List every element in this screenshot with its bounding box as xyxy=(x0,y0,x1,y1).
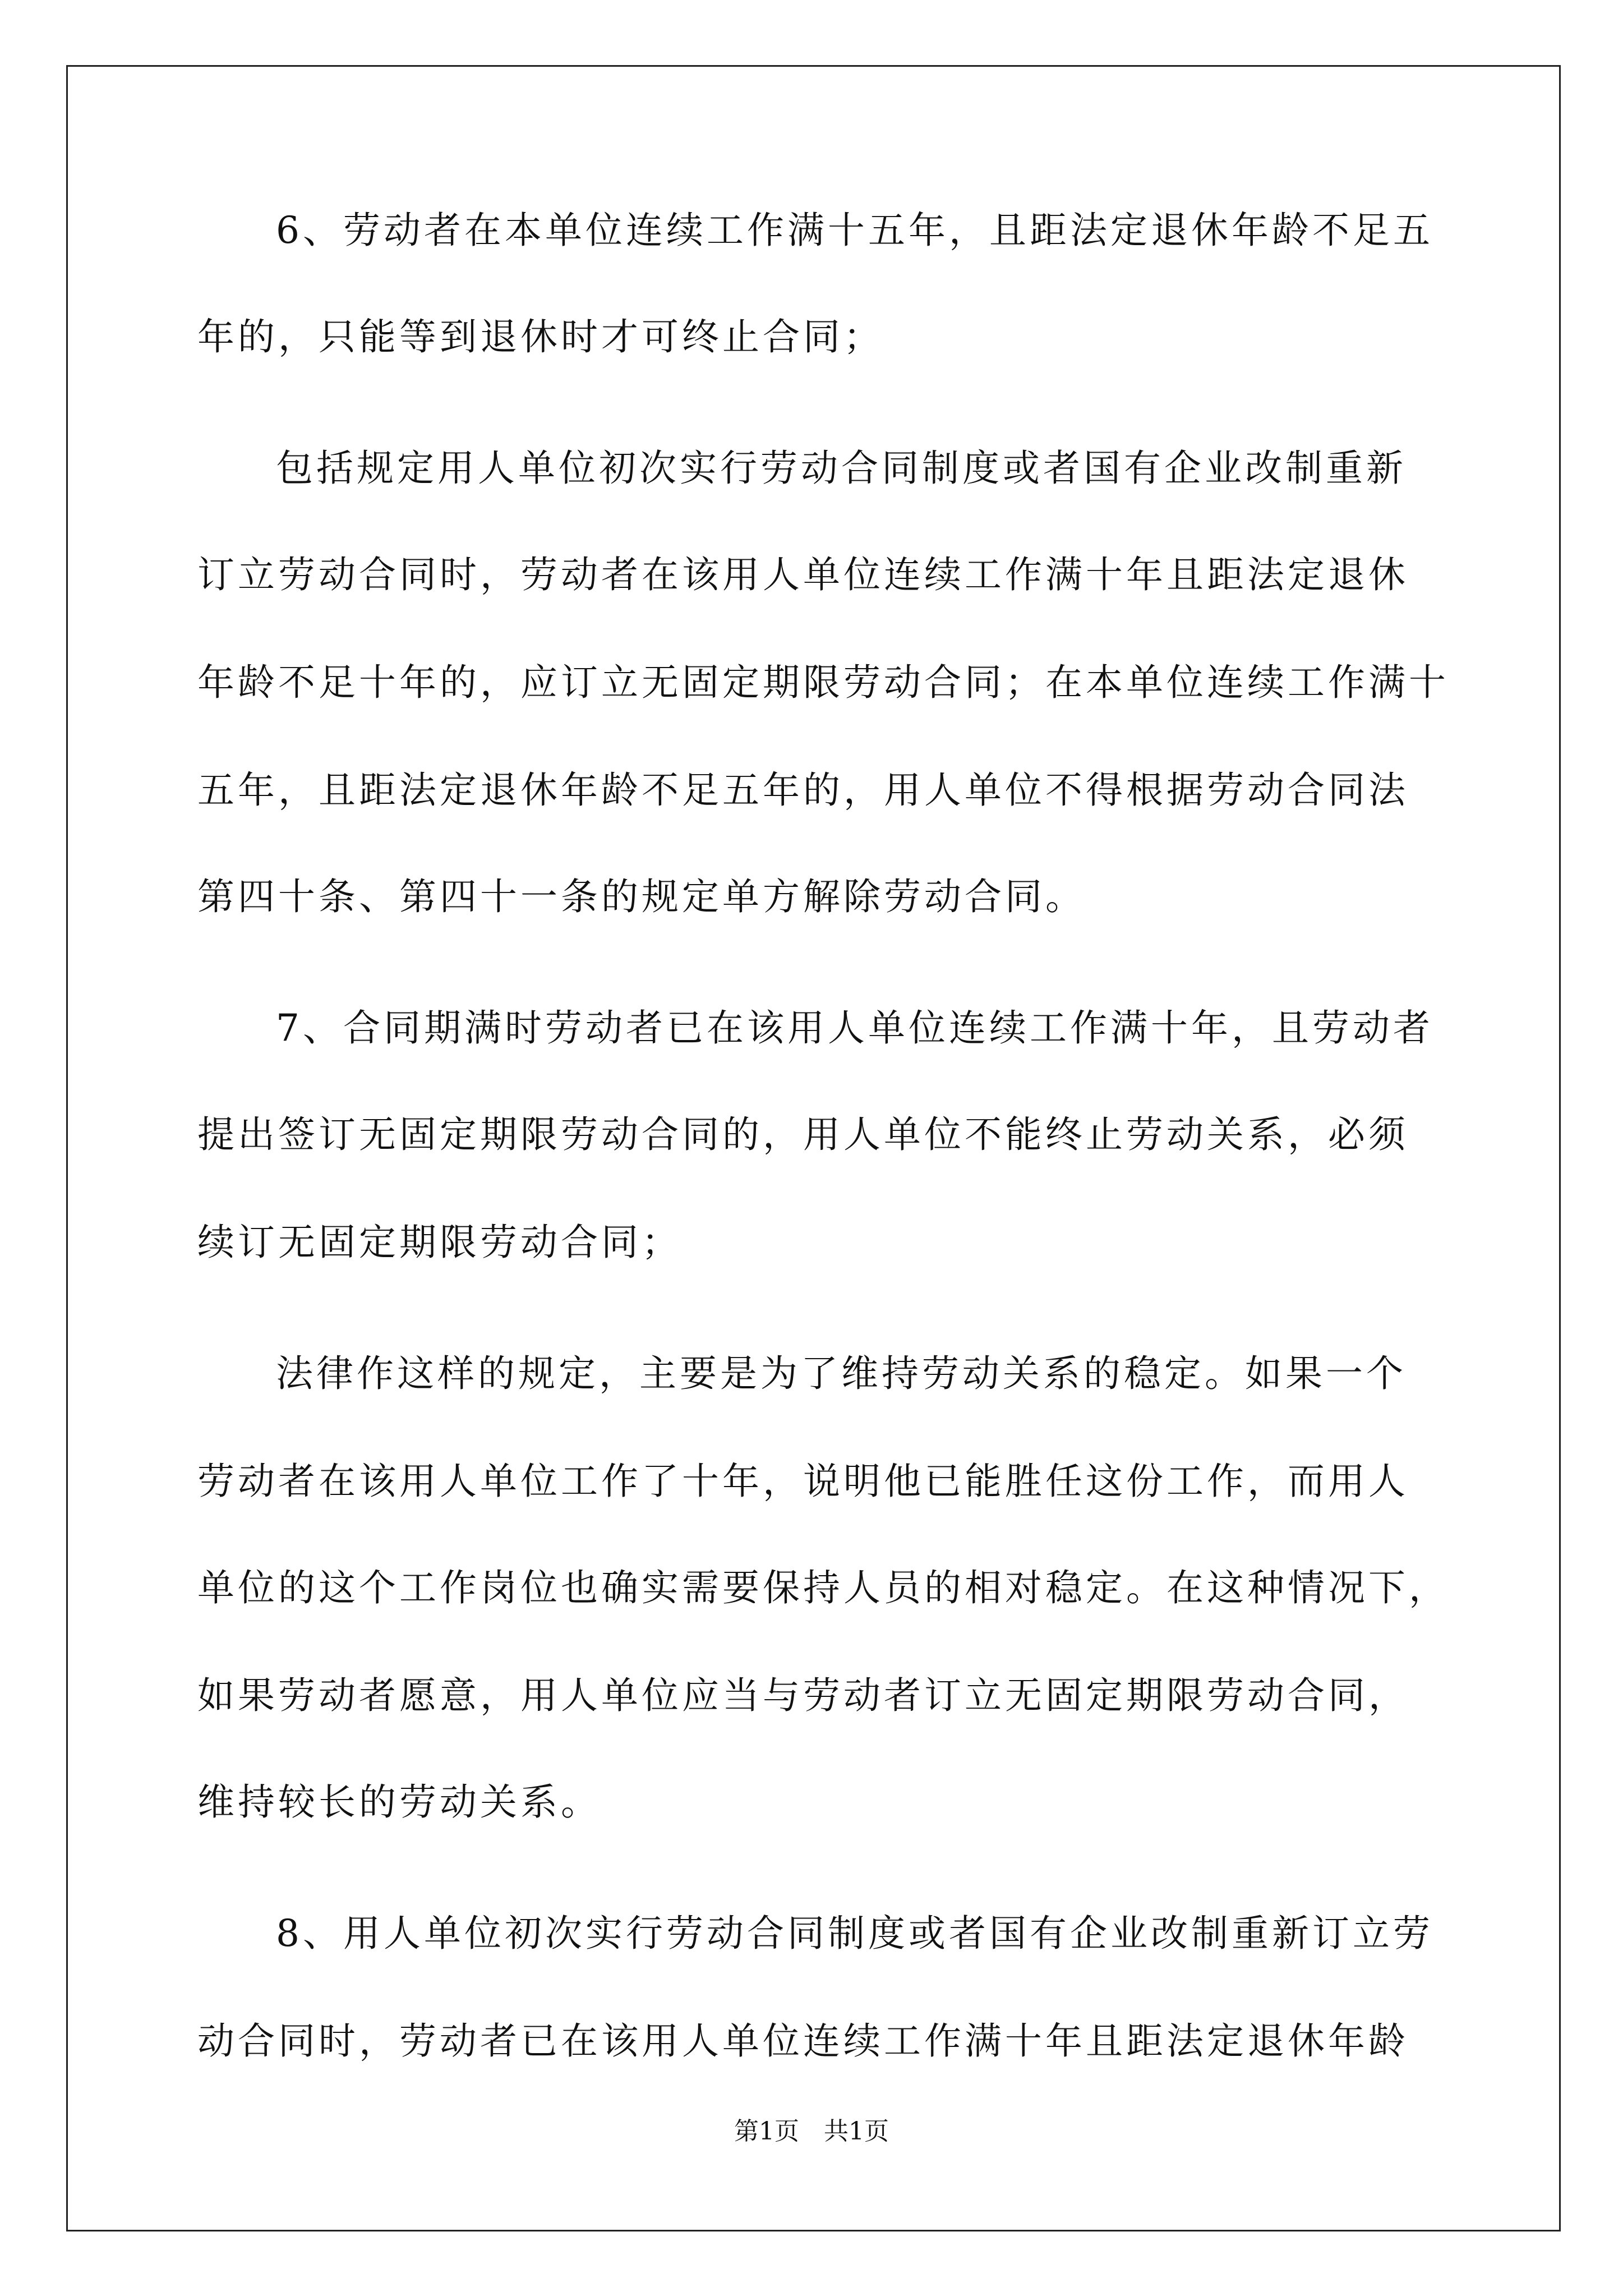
text-line: 如果劳动者愿意，用人单位应当与劳动者订立无固定期限劳动合同， xyxy=(197,1674,1409,1717)
text-line: 续订无固定期限劳动合同； xyxy=(197,1221,682,1264)
text-line: 提出签订无固定期限劳动合同的，用人单位不能终止劳动关系，必须 xyxy=(197,1113,1409,1156)
text-line: 包括规定用人单位初次实行劳动合同制度或者国有企业改制重新 xyxy=(276,447,1407,490)
page-number-footer: 第1页 共1页 xyxy=(734,2117,889,2146)
text-line: 8、用人单位初次实行劳动合同制度或者国有企业改制重新订立劳 xyxy=(276,1912,1433,1955)
text-line: 单位的这个工作岗位也确实需要保持人员的相对稳定。在这种情况下， xyxy=(197,1566,1449,1609)
text-line: 动合同时，劳动者已在该用人单位连续工作满十年且距法定退休年龄 xyxy=(197,2019,1409,2063)
text-line: 劳动者在该用人单位工作了十年，说明他已能胜任这份工作，而用人 xyxy=(197,1460,1409,1503)
text-line: 年的，只能等到退休时才可终止合同； xyxy=(197,315,884,358)
text-line: 6、劳动者在本单位连续工作满十五年，且距法定退休年龄不足五 xyxy=(276,209,1433,252)
text-line: 第四十条、第四十一条的规定单方解除劳动合同。 xyxy=(197,875,1086,918)
text-line: 年龄不足十年的，应订立无固定期限劳动合同；在本单位连续工作满十 xyxy=(197,661,1449,704)
text-line: 法律作这样的规定，主要是为了维持劳动关系的稳定。如果一个 xyxy=(276,1352,1407,1395)
text-line: 五年，且距法定退休年龄不足五年的，用人单位不得根据劳动合同法 xyxy=(197,769,1409,812)
text-line: 7、合同期满时劳动者已在该用人单位连续工作满十年，且劳动者 xyxy=(276,1006,1433,1050)
text-line: 订立劳动合同时，劳动者在该用人单位连续工作满十年且距法定退休 xyxy=(197,553,1409,596)
text-line: 维持较长的劳动关系。 xyxy=(197,1780,601,1824)
